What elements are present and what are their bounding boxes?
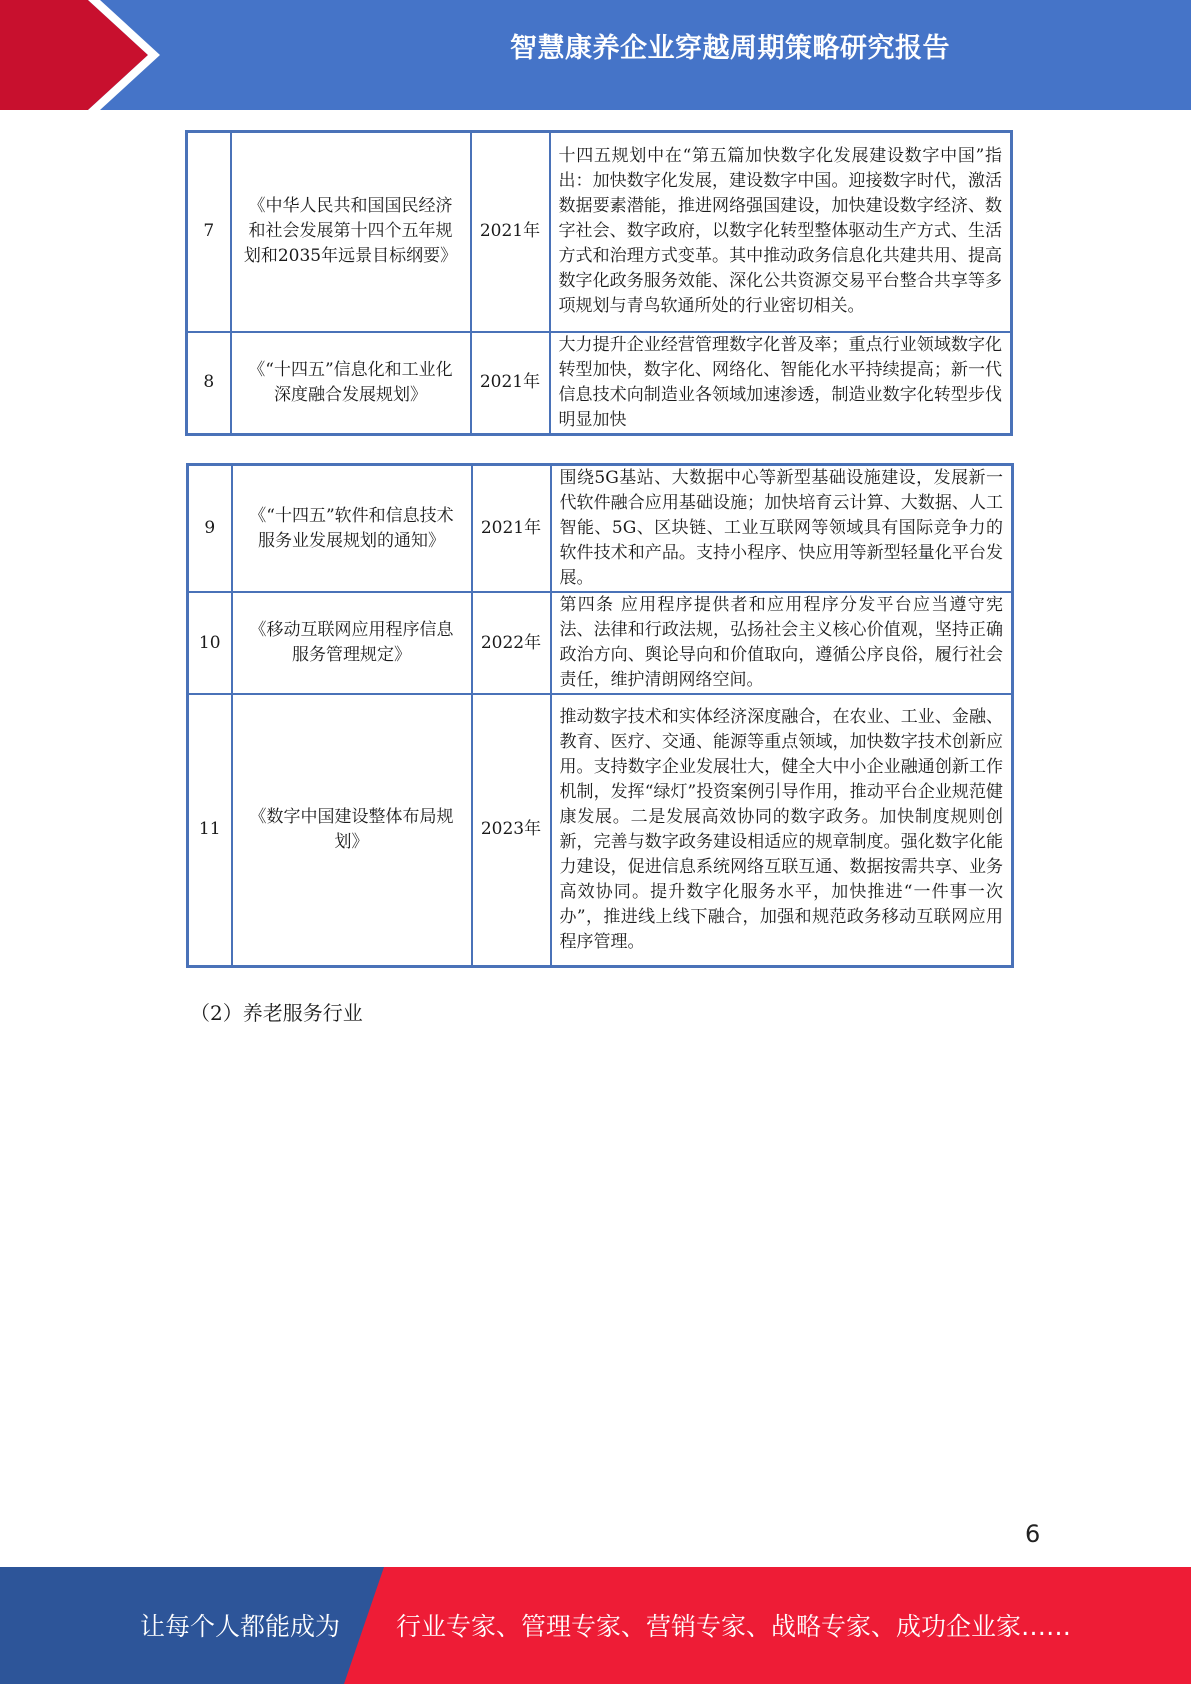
page-number: 6 [1025, 1520, 1041, 1548]
policy-year: 2021年 [471, 132, 550, 332]
table-row [188, 694, 1013, 966]
table-row [187, 332, 1012, 435]
page-footer [0, 1567, 1191, 1684]
policy-content: 推动数字技术和实体经济深度融合，在农业、工业、金融、教育、医疗、交通、能源等重点领域，加快数字技术创新应用。支持数字企业发展壮大，健全大中小企业融通创新工作机制，发挥“绿灯”投资案例引导作用，推动平台企业规范健康发展。二是发展高效协同的数字政务。加快制度规则创新，完善与数字政务建设相适应的规章制度。强化数字化能力建设，促进信息系统网络互联互通、数据按需共享、业务高效协同。提升数字化服务水平，加快推进“一件事一次办”，推进线上线下融合，加强和规范政务移动互联网应用程序管理。 [551, 694, 1013, 966]
policy-title: 《中华人民共和国国民经济和社会发展第十四个五年规划和2035年远景目标纲要》 [231, 132, 471, 332]
policy-year: 2021年 [471, 332, 550, 435]
table-row [187, 132, 1012, 332]
policy-year: 2022年 [472, 592, 551, 694]
row-number: 8 [187, 332, 231, 435]
section-heading: （2）养老服务行业 [190, 1001, 363, 1025]
policy-content: 十四五规划中在“第五篇加快数字化发展建设数字中国”指出：加快数字化发展，建设数字中国。迎接数字时代，激活数据要素潜能，推进网络强国建设，加快建设数字经济、数字社会、数字政府，以数字化转型整体驱动生产方式、生活方式和治理方式变革。其中推动政务信息化共建共用、提高数字化政务服务效能、深化公共资源交易平台整合共享等多项规划与青鸟软通所处的行业密切相关。 [550, 132, 1012, 332]
policy-content: 第四条 应用程序提供者和应用程序分发平台应当遵守宪法、法律和行政法规，弘扬社会主义核心价值观，坚持正确政治方向、舆论导向和价值取向，遵循公序良俗，履行社会责任，维护清朗网络空间。 [551, 592, 1013, 694]
policy-table-2 [186, 463, 1014, 968]
policy-title: 《“十四五”软件和信息技术服务业发展规划的通知》 [232, 465, 472, 593]
policy-content: 大力提升企业经营管理数字化普及率；重点行业领域数字化转型加快，数字化、网络化、智能化水平持续提高；新一代信息技术向制造业各领域加速渗透，制造业数字化转型步伐明显加快 [550, 332, 1012, 435]
row-number: 9 [188, 465, 232, 593]
policy-title: 《移动互联网应用程序信息服务管理规定》 [232, 592, 472, 694]
row-number: 7 [187, 132, 231, 332]
header-chevron-decoration [0, 0, 170, 110]
policy-table-1 [185, 130, 1013, 436]
page-header [0, 0, 1191, 110]
footer-slogan-left: 让每个人都能成为 [140, 1612, 341, 1641]
policy-year: 2021年 [472, 465, 551, 593]
policy-title: 《数字中国建设整体布局规划》 [232, 694, 472, 966]
row-number: 11 [188, 694, 232, 966]
footer-slogan-right: 行业专家、管理专家、营销专家、战略专家、成功企业家…… [396, 1612, 1072, 1641]
report-title: 智慧康养企业穿越周期策略研究报告 [510, 33, 950, 64]
policy-year: 2023年 [472, 694, 551, 966]
policy-title: 《“十四五”信息化和工业化深度融合发展规划》 [231, 332, 471, 435]
row-number: 10 [188, 592, 232, 694]
table-row [188, 465, 1013, 593]
policy-content: 围绕5G基站、大数据中心等新型基础设施建设，发展新一代软件融合应用基础设施；加快培育云计算、大数据、人工智能、5G、区块链、工业互联网等领域具有国际竞争力的软件技术和产品。支持小程序、快应用等新型轻量化平台发展。 [551, 465, 1013, 593]
table-row [188, 592, 1013, 694]
